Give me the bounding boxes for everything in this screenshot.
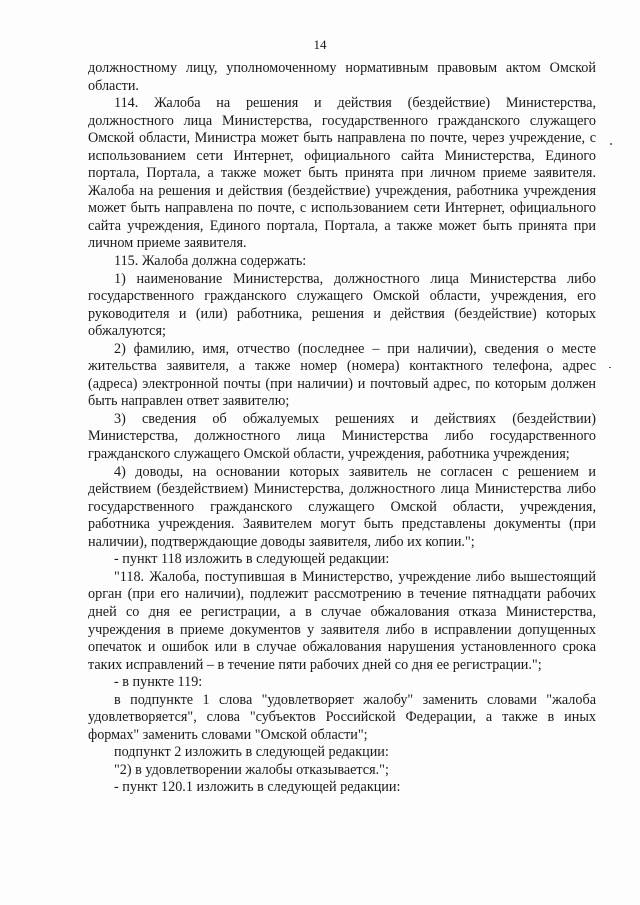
paragraph: - пункт 118 изложить в следующей редакции: — [114, 551, 390, 568]
paragraph: 3) сведения об обжалуемых решениях и действиях (бездействии) Министерства, должностного лица Министерства либо государственного гражданского служащего Омской области, учреждения, работника учреждения; — [88, 410, 596, 463]
paragraph: должностному лицу, уполномоченному нормативным правовым актом Омской области. — [88, 60, 596, 94]
paragraph: 4) доводы, на основании которых заявитель не согласен с решением и действием (бездействием) Министерства, должностного лица Министерства либо государственного гражданского служащего Омской области, учреждения, работника учреждения. Заявителем могут быть представлены документы (при наличии), подтверждающие доводы заявителя, либо их копии."; — [88, 463, 596, 550]
paragraph: - пункт 120.1 изложить в следующей редакции: — [114, 779, 401, 796]
paragraph: подпункт 2 изложить в следующей редакции: — [114, 744, 389, 761]
paragraph: "118. Жалоба, поступившая в Министерство, учреждение либо вышестоящий орган (при его наличии), подлежит рассмотрению в течение пятнадцати рабочих дней со дня ее регистрации, а в случае обжалования отказа Министерства, учреждения в приеме документов у заявителя либо в исправлении допущенных опечаток и ошибок или в случае обжалования нарушения установленного срока таких исправлений – в течение пяти рабочих дней со дня ее регистрации."; — [88, 568, 596, 673]
paragraph: 114. Жалоба на решения и действия (бездействие) Министерства, должностного лица Министерства, государственного гражданского служащего Омской области, Министра может быть направлена по почте, через учреждение, с использованием сети Интернет, официального сайта Министерства, Единого портала, Портала, а также может быть принята при личном приеме заявителя. Жалоба на решения и действия (бездействие) учреждения, работника учреждения может быть направлена по почте, с использованием сети Интернет, официального сайта учреждения, Единого портала, Портала, а также может быть принята при личном приеме заявителя. — [88, 95, 596, 252]
paragraph: 115. Жалоба должна содержать: — [114, 253, 307, 270]
scan-speck — [610, 143, 612, 145]
paragraph: "2) в удовлетворении жалобы отказывается."; — [114, 761, 389, 778]
paragraph: в подпункте 1 слова "удовлетворяет жалобу" заменить словами "жалоба удовлетворяется", слова "субъектов Российской Федерации, а также в иных формах" заменить словами "Омской области"; — [88, 691, 596, 743]
scan-speck — [609, 367, 611, 368]
paragraph: 2) фамилию, имя, отчество (последнее – при наличии), сведения о месте жительства заявителя, а также номер (номера) контактного телефона, адрес (адреса) электронной почты (при наличии) и почтовый адрес, по которым должен быть направлен ответ заявителю; — [88, 340, 596, 410]
paragraph: 1) наименование Министерства, должностного лица Министерства либо государственного гражданского служащего Омской области, учреждения, его руководителя и (или) работника, решения и действия (бездействие) которых обжалуются; — [88, 270, 596, 340]
paragraph: - в пункте 119: — [114, 674, 203, 691]
document-body — [88, 60, 596, 797]
page-number: 14 — [313, 37, 327, 52]
